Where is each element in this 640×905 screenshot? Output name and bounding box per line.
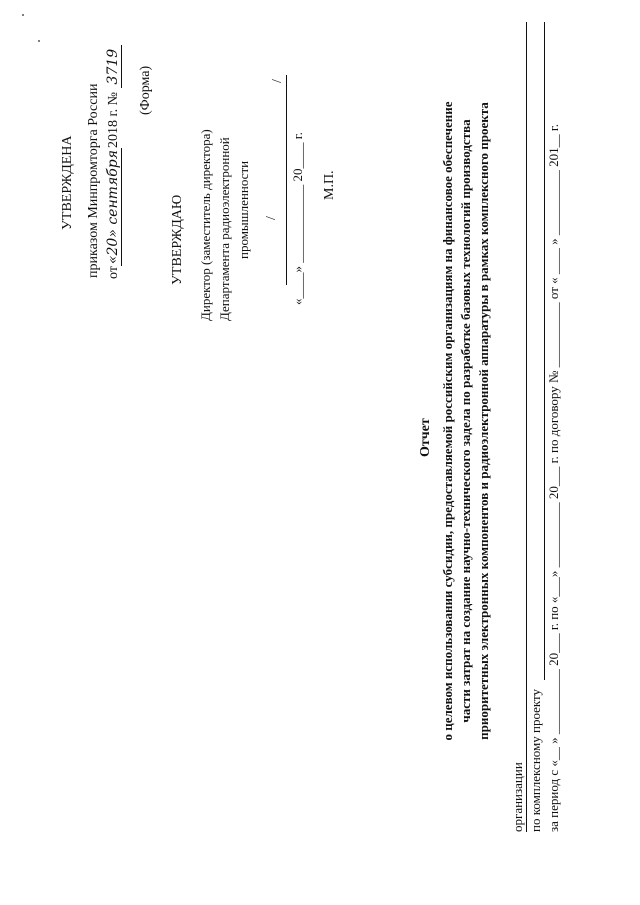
approved-date-prefix: от bbox=[106, 266, 121, 279]
approve-industry: промышленности bbox=[236, 160, 251, 259]
approved-date-line bbox=[105, 45, 122, 279]
period-line: за период с «__ » __________ 20___ г. по «___» __________ 20___ г. по договору № __________ от « ____ » __________ 201__ г. bbox=[546, 123, 561, 832]
scan-speck bbox=[22, 14, 24, 16]
signature-slash-1: / bbox=[264, 216, 279, 220]
approve-department: Департамента радиоэлектронной bbox=[217, 137, 232, 321]
approved-date-suffix: 2018 г. № bbox=[106, 91, 121, 148]
form-label: (Форма) bbox=[138, 65, 153, 115]
report-line-2: части затрат на создание научно-технического задела по разработке базовых технологий производства bbox=[458, 119, 473, 723]
signature-slash-2: / bbox=[270, 79, 285, 83]
stamp-label: М.П. bbox=[322, 170, 337, 200]
report-line-3: приоритетных электронных компонентов и радиоэлектронной аппаратуры в рамках комплексного проекта bbox=[476, 102, 491, 740]
approve-date-year: 20 bbox=[290, 168, 305, 182]
report-title: Отчет bbox=[418, 418, 433, 457]
approve-date-suffix: г. bbox=[290, 132, 305, 140]
org-line bbox=[526, 22, 527, 832]
approve-director: Директор (заместитель директора) bbox=[198, 129, 213, 321]
org-label: организации bbox=[510, 762, 525, 832]
approved-title: УТВЕРЖДЕНА bbox=[60, 135, 75, 230]
signature-line bbox=[286, 75, 287, 285]
approved-order-line: приказом Минпромторга России bbox=[86, 83, 101, 278]
project-label: по комплексному проекту bbox=[528, 688, 543, 832]
project-line bbox=[544, 22, 545, 680]
approve-date-prefix: «____» ____________ bbox=[290, 184, 305, 305]
approve-title: УТВЕРЖДАЮ bbox=[170, 194, 185, 285]
handwritten-number: 3719 bbox=[105, 45, 122, 89]
approve-date-line: «____» ____________ 20____ г. bbox=[290, 132, 305, 305]
report-line-1: о целевом использовании субсидии, предоставляемой российским организациям на финансовое обеспечение bbox=[440, 101, 455, 741]
handwritten-date: «20» сентября bbox=[105, 149, 121, 265]
scan-speck bbox=[38, 40, 40, 42]
